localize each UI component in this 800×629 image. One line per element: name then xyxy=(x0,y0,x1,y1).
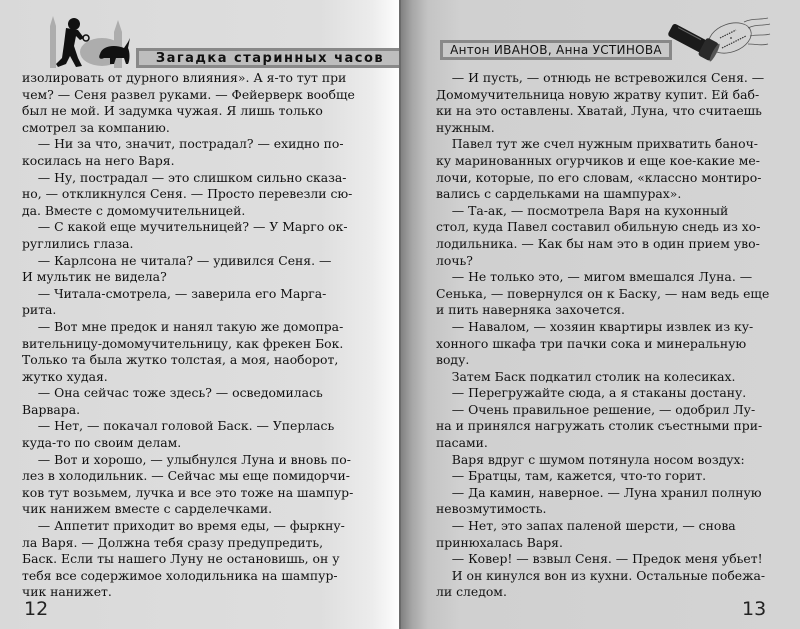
text-line: — Да камин, наверное. — Луна хранил полную xyxy=(436,484,762,500)
text-line: лодильника. — Как бы нам это в один прием уво- xyxy=(436,235,760,251)
detective-with-dog-icon xyxy=(44,12,144,68)
text-line: — Нет, — покачал головой Баск. — Уперлась xyxy=(22,418,335,434)
text-line: и пить наверняка захочется. xyxy=(436,302,625,318)
text-line: И он кинулся вон из кухни. Остальные побежа- xyxy=(436,567,766,583)
text-line: пасами. xyxy=(436,435,488,451)
text-line: — Вот мне предок и нанял такую же домопра- xyxy=(22,318,344,334)
right-running-header xyxy=(440,14,760,66)
authors-plate xyxy=(440,40,672,60)
text-line: стол, куда Павел составил обильную снедь из хо- xyxy=(436,219,761,235)
text-line: чик нанижем вместе с сарделечками. xyxy=(22,501,273,517)
text-line: но, — откликнулся Сеня. — Просто перевезли сю- xyxy=(22,186,353,202)
text-line: лез в холодильник. — Сейчас мы еще помидорчи- xyxy=(22,468,350,484)
text-line: чем? — Сеня развел руками. — Фейерверк вообще xyxy=(22,86,355,102)
text-line: — Нет, это запах паленой шерсти, — снова xyxy=(436,518,736,534)
flashlight-stamp-icon xyxy=(652,14,772,66)
text-line: вались с сардельками на шампурах». xyxy=(436,186,682,202)
right-page-number: 13 xyxy=(742,598,767,620)
text-line: Баск. Если ты нашего Луну не остановишь, он у xyxy=(22,551,340,567)
text-line: куда-то по своим делам. xyxy=(22,435,182,451)
text-line: лочи, которые, по его словам, «классно монтиро- xyxy=(436,169,762,185)
text-line: воду. xyxy=(436,352,470,368)
left-running-header xyxy=(44,12,385,68)
right-page xyxy=(400,0,800,629)
text-line: нужным. xyxy=(436,119,495,135)
text-line: был не мой. И задумка чужая. Я лишь только xyxy=(22,103,323,119)
text-line: — Ковер! — взвыл Сеня. — Предок меня убьет! xyxy=(436,551,763,567)
text-line: принюхалась Варя. xyxy=(436,534,563,550)
text-line: ков тут возьмем, лучка и все это тоже на шампур- xyxy=(22,484,354,500)
right-page-text xyxy=(436,70,782,601)
left-page-text xyxy=(22,70,366,601)
text-line: — И пусть, — отнюдь не встревожился Сеня. — xyxy=(436,70,765,85)
text-line: Только та была жутко толстая, а моя, наоборот, xyxy=(22,352,339,368)
text-line: — Вот и хорошо, — улыбнулся Луна и вновь по- xyxy=(22,451,351,467)
text-line: невозмутимость. xyxy=(436,501,547,517)
text-line: — Перегружайте сюда, а я стаканы достану. xyxy=(436,385,747,401)
text-line: — Не только это, — мигом вмешался Луна. — xyxy=(436,269,753,285)
text-line: смотрел за компанию. xyxy=(22,119,170,135)
text-line: Павел тут же счел нужным прихватить баноч- xyxy=(436,136,758,152)
book-title: Загадка старинных часов xyxy=(155,50,385,66)
book-title-plate xyxy=(136,48,404,68)
text-line: — Карлсона не читала? — удивился Сеня. — xyxy=(22,252,332,268)
text-line: руглились глаза. xyxy=(22,235,134,251)
text-line: изолировать от дурного влияния». А я-то тут при xyxy=(22,70,347,85)
text-line: — Навалом, — хозяин квартиры извлек из ку- xyxy=(436,318,754,334)
text-line: — Ни за что, значит, пострадал? — ехидно по- xyxy=(22,136,344,152)
stamp-lettering xyxy=(720,30,746,48)
text-line: ку маринованных огурчиков и еще кое-какие ме- xyxy=(436,152,760,168)
text-line: вительницу-домомучительницу, как фрекен Бок. xyxy=(22,335,344,351)
text-line: — Читала-смотрела, — заверила его Марга- xyxy=(22,285,327,301)
text-line: Варвара. xyxy=(22,401,81,417)
left-page-number: 12 xyxy=(24,598,49,620)
text-line: И мультик не видела? xyxy=(22,269,167,285)
text-line: косилась на него Варя. xyxy=(22,152,175,168)
text-line: — Братцы, там, кажется, что-то горит. xyxy=(436,468,707,484)
text-line: тебя все содержимое холодильника на шампур- xyxy=(22,567,338,583)
text-line: чик нанижет. xyxy=(22,584,112,600)
text-line: — Она сейчас тоже здесь? — осведомилась xyxy=(22,385,323,401)
text-line: — Ну, пострадал — это слишком сильно сказа- xyxy=(22,169,347,185)
text-line: ла Варя. — Должна тебя сразу предупредить, xyxy=(22,534,324,550)
text-line: на и принялся нагружать столик съестными при- xyxy=(436,418,763,434)
text-line: лочь? xyxy=(436,252,473,268)
text-line: Домомучительница новую жратву купит. Ей баб- xyxy=(436,86,760,102)
text-line: жутко худая. xyxy=(22,368,108,384)
text-line: ли следом. xyxy=(436,584,507,600)
text-line: рита. xyxy=(22,302,57,318)
text-line: — Та-ак, — посмотрела Варя на кухонный xyxy=(436,202,729,218)
text-line: Сенька, — повернулся он к Баску, — нам ведь еще xyxy=(436,285,770,301)
text-line: да. Вместе с домомучительницей. xyxy=(22,202,246,218)
text-line: — Очень правильное решение, — одобрил Лу- xyxy=(436,401,756,417)
book-gutter xyxy=(399,0,401,629)
text-line: — Аппетит приходит во время еды, — фыркну- xyxy=(22,518,345,534)
text-line: ки на это оставлены. Хватай, Луна, что считаешь xyxy=(436,103,762,119)
text-line: Затем Баск подкатил столик на колесиках. xyxy=(436,368,736,384)
text-line: Варя вдруг с шумом потянула носом воздух: xyxy=(436,451,745,467)
authors-name: Антон ИВАНОВ, Анна УСТИНОВА xyxy=(450,43,662,57)
text-line: хонного шкафа три пачки сока и минеральную xyxy=(436,335,747,351)
text-line: — С какой еще мучительницей? — У Марго ок- xyxy=(22,219,348,235)
